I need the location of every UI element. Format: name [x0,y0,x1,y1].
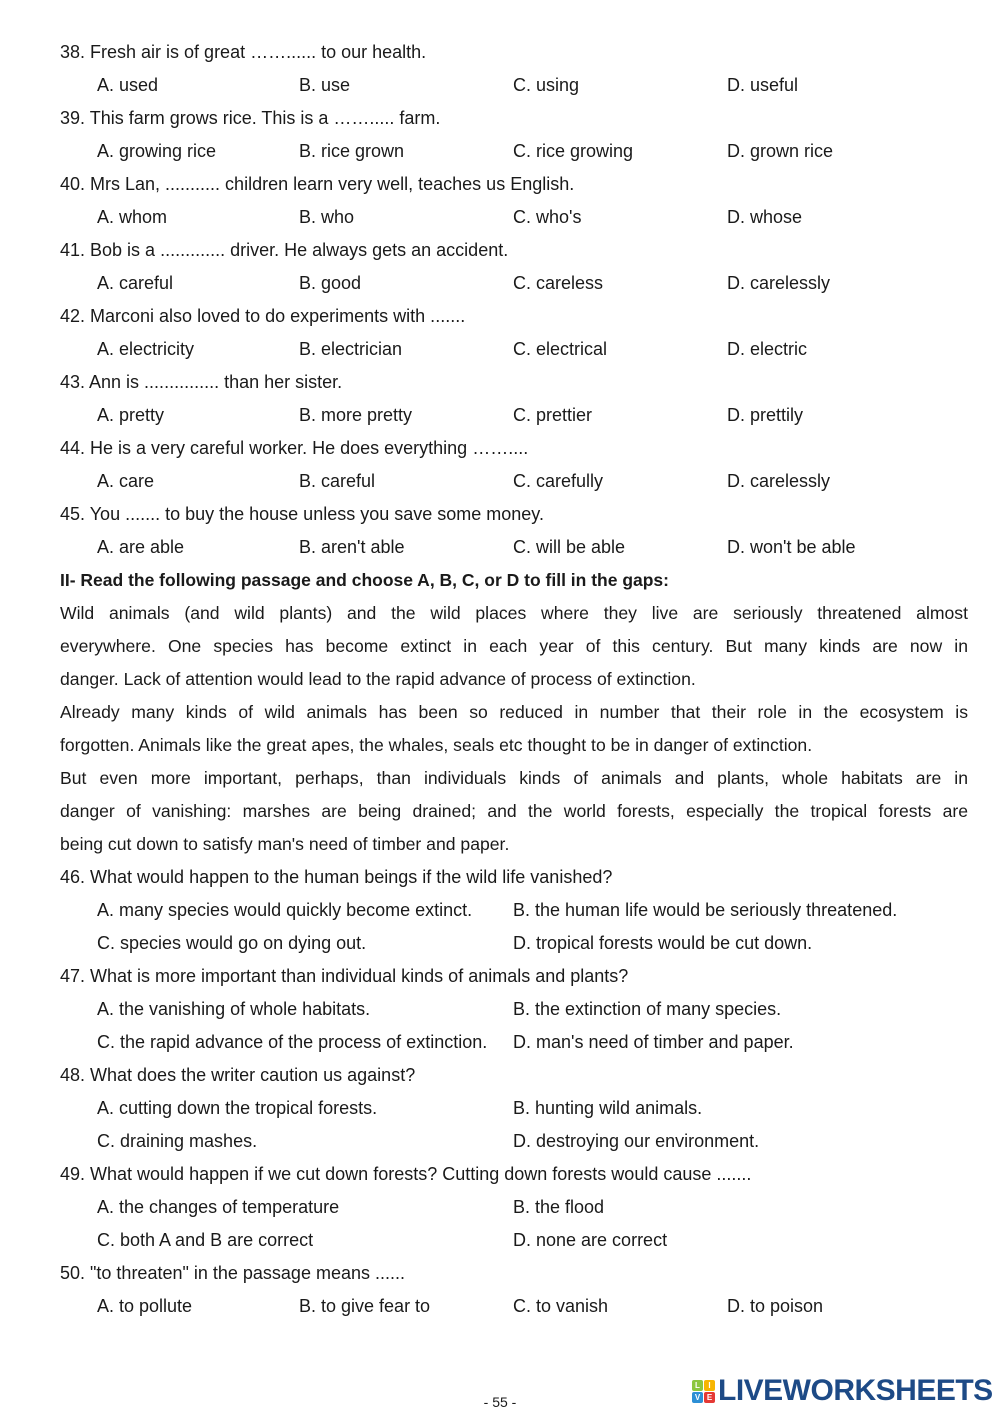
answer-option[interactable]: D. carelessly [727,273,831,293]
option-row [60,465,968,498]
logo-tile: V [692,1392,703,1403]
answer-option[interactable]: C. the rapid advance of the process of extinction. [97,1032,488,1052]
passage-line: But even more important, perhaps, than individuals kinds of animals and plants, whole habitats are in [60,768,968,788]
passage-line: being cut down to satisfy man's need of timber and paper. [60,834,510,854]
option-row [60,927,968,960]
option-row [60,1092,968,1125]
question-text: 41. Bob is a ............. driver. He always gets an accident. [60,240,509,260]
answer-option[interactable]: D. grown rice [727,141,834,161]
answer-option[interactable]: D. none are correct [513,1230,668,1250]
answer-option[interactable]: C. will be able [513,537,626,557]
liveworksheets-logo[interactable] [692,1374,993,1408]
answer-option[interactable]: B. to give fear to [299,1296,431,1316]
option-row [60,201,968,234]
option-row [60,333,968,366]
option-row [60,135,968,168]
answer-option[interactable]: D. useful [727,75,799,95]
answer-option[interactable]: D. whose [727,207,803,227]
answer-option[interactable]: A. the changes of temperature [97,1197,340,1217]
question-text: 38. Fresh air is of great ……...... to our health. [60,42,427,62]
answer-option[interactable]: C. prettier [513,405,593,425]
answer-option[interactable]: D. prettily [727,405,804,425]
option-row [60,69,968,102]
answer-option[interactable]: A. are able [97,537,185,557]
option-row [60,1224,968,1257]
question-text: 45. You ....... to buy the house unless you save some money. [60,504,544,524]
answer-option[interactable]: C. both A and B are correct [97,1230,314,1250]
logo-tile: I [704,1380,715,1391]
answer-option[interactable]: B. rice grown [299,141,405,161]
answer-option[interactable]: A. many species would quickly become extinct. [97,900,473,920]
question-text: 47. What is more important than individual kinds of animals and plants? [60,966,629,986]
option-row [60,1191,968,1224]
answer-option[interactable]: B. careful [299,471,376,491]
answer-option[interactable]: A. care [97,471,155,491]
answer-option[interactable]: D. tropical forests would be cut down. [513,933,813,953]
answer-option[interactable]: D. man's need of timber and paper. [513,1032,794,1052]
logo-tiles-icon [692,1380,715,1403]
logo-text: LIVEWORKSHEETS [718,1374,993,1407]
answer-option[interactable]: C. careless [513,273,604,293]
answer-option[interactable]: A. whom [97,207,168,227]
option-row [60,894,968,927]
question-text: 40. Mrs Lan, ........... children learn very well, teaches us English. [60,174,575,194]
answer-option[interactable]: B. the flood [513,1197,605,1217]
question-text: 46. What would happen to the human beings if the wild life vanished? [60,867,613,887]
passage-line: Already many kinds of wild animals has been so reduced in number that their role in the ecosystem is [60,702,968,722]
passage-line: danger. Lack of attention would lead to the rapid advance of process of extinction. [60,669,696,689]
passage-line: everywhere. One species has become extinct in each year of this century. But many kinds are now in [60,636,968,656]
logo-tile: L [692,1380,703,1391]
answer-option[interactable]: A. used [97,75,159,95]
answer-option[interactable]: D. destroying our environment. [513,1131,760,1151]
answer-option[interactable]: B. hunting wild animals. [513,1098,703,1118]
passage-line: Wild animals (and wild plants) and the wild places where they live are seriously threatened almost [60,603,968,623]
question-text: 42. Marconi also loved to do experiments with ....... [60,306,466,326]
answer-option[interactable]: B. electrician [299,339,403,359]
answer-option[interactable]: A. the vanishing of whole habitats. [97,999,371,1019]
option-row [60,993,968,1026]
passage-line: forgotten. Animals like the great apes, the whales, seals etc thought to be in danger of extinction. [60,735,813,755]
option-row [60,1125,968,1158]
answer-option[interactable]: C. carefully [513,471,604,491]
option-row [60,531,968,564]
answer-option[interactable]: D. electric [727,339,808,359]
option-row [60,1290,968,1323]
answer-option[interactable]: C. draining mashes. [97,1131,258,1151]
answer-option[interactable]: A. pretty [97,405,165,425]
question-text: 48. What does the writer caution us against? [60,1065,416,1085]
option-row [60,1026,968,1059]
answer-option[interactable]: A. growing rice [97,141,217,161]
passage-line: danger of vanishing: marshes are being drained; and the world forests, especially the tropical forests are [60,801,968,821]
question-text: 49. What would happen if we cut down forests? Cutting down forests would cause ....... [60,1164,752,1184]
question-text: 50. "to threaten" in the passage means ...... [60,1263,405,1283]
option-row [60,267,968,300]
option-row [60,399,968,432]
answer-option[interactable]: B. more pretty [299,405,413,425]
answer-option[interactable]: C. species would go on dying out. [97,933,367,953]
logo-tile: E [704,1392,715,1403]
answer-option[interactable]: A. careful [97,273,174,293]
question-text: 39. This farm grows rice. This is a ……..... farm. [60,108,441,128]
answer-option[interactable]: D. carelessly [727,471,831,491]
answer-option[interactable]: A. cutting down the tropical forests. [97,1098,378,1118]
answer-option[interactable]: B. good [299,273,362,293]
answer-option[interactable]: B. who [299,207,355,227]
answer-option[interactable]: A. electricity [97,339,195,359]
answer-option[interactable]: C. who's [513,207,582,227]
answer-option[interactable]: B. the human life would be seriously threatened. [513,900,898,920]
answer-option[interactable]: B. use [299,75,351,95]
section-heading: II- Read the following passage and choose A, B, C, or D to fill in the gaps: [60,570,669,590]
answer-option[interactable]: C. to vanish [513,1296,609,1316]
answer-option[interactable]: B. aren't able [299,537,405,557]
question-text: 44. He is a very careful worker. He does everything …….... [60,438,529,458]
answer-option[interactable]: C. using [513,75,580,95]
answer-option[interactable]: C. electrical [513,339,608,359]
answer-option[interactable]: D. won't be able [727,537,856,557]
page-number: - 55 - [483,1394,517,1410]
answer-option[interactable]: C. rice growing [513,141,634,161]
worksheet-content [60,36,968,1323]
answer-option[interactable]: B. the extinction of many species. [513,999,782,1019]
answer-option[interactable]: A. to pollute [97,1296,193,1316]
question-text: 43. Ann is ............... than her sister. [60,372,343,392]
answer-option[interactable]: D. to poison [727,1296,824,1316]
